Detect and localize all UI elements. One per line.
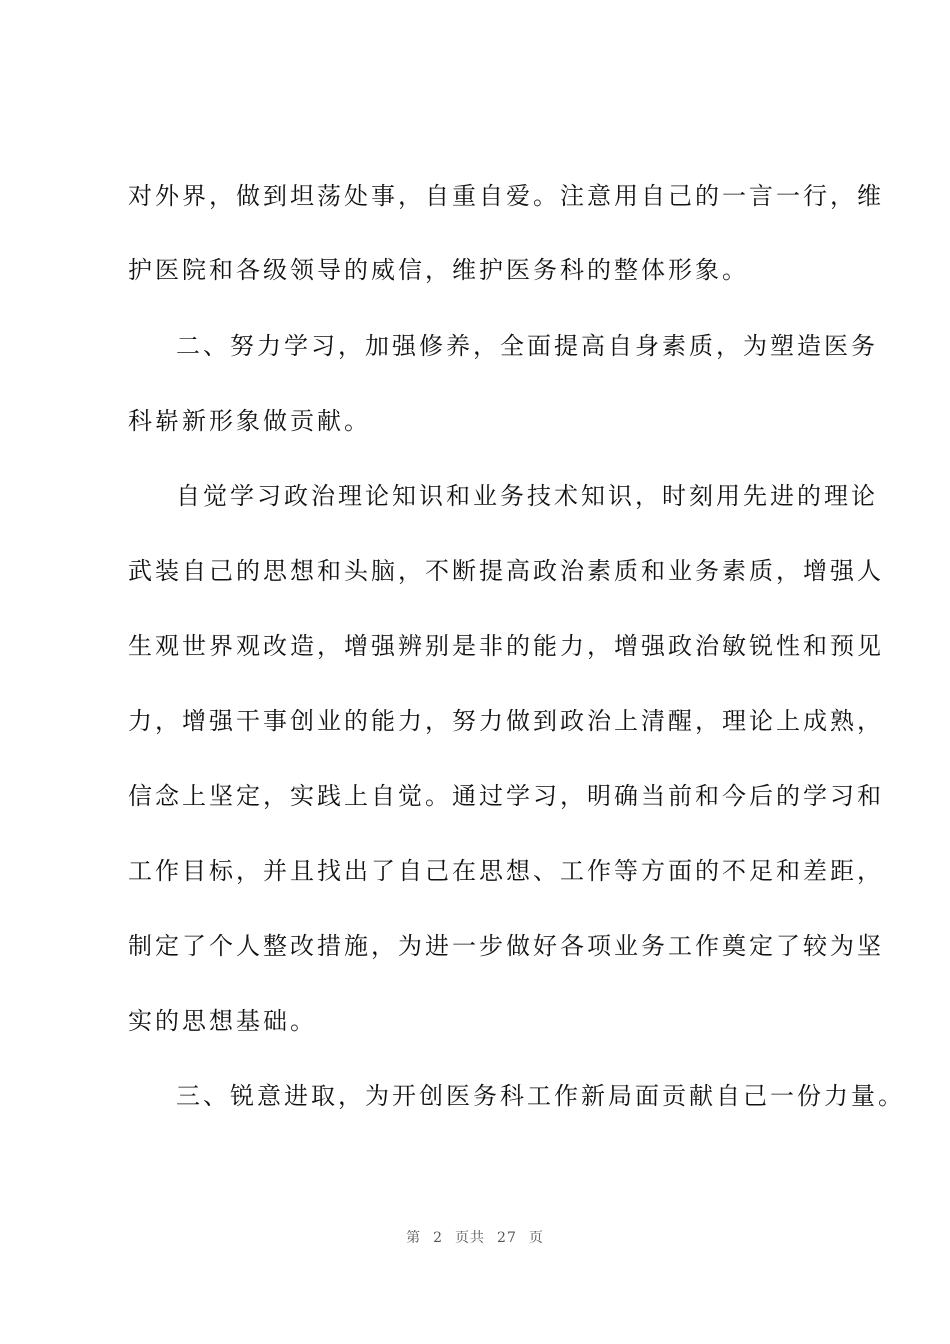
body-text-line: 制定了个人整改措施，为进一步做好各项业务工作奠定了较为坚 xyxy=(128,932,884,960)
footer-suffix: 页 xyxy=(528,1230,544,1246)
body-text-line: 护医院和各级领导的威信，维护医务科的整体形象。 xyxy=(128,256,749,284)
section-heading-line: 三、锐意进取，为开创医务科工作新局面贡献自己一份力量。 xyxy=(176,1082,905,1110)
section-heading-line: 二、努力学习，加强修养，全面提高自身素质，为塑造医务 xyxy=(176,332,878,360)
body-text-line: 力，增强干事创业的能力，努力做到政治上清醒，理论上成熟， xyxy=(128,707,884,735)
page-footer xyxy=(0,1228,950,1248)
body-text-line: 武装自己的思想和头脑，不断提高政治素质和业务素质，增强人 xyxy=(128,557,884,585)
body-text-line: 工作目标，并且找出了自己在思想、工作等方面的不足和差距， xyxy=(128,857,884,885)
footer-current-page: 2 xyxy=(433,1230,444,1246)
footer-middle: 页共 xyxy=(455,1230,486,1246)
body-text-line: 实的思想基础。 xyxy=(128,1007,317,1035)
footer-total-pages: 27 xyxy=(497,1230,517,1246)
section-heading-line: 科崭新形象做贡献。 xyxy=(128,407,371,435)
body-text-line: 生观世界观改造，增强辨别是非的能力，增强政治敏锐性和预见 xyxy=(128,632,884,660)
body-text-line: 信念上坚定，实践上自觉。通过学习，明确当前和今后的学习和 xyxy=(128,782,884,810)
body-text-line: 对外界，做到坦荡处事，自重自爱。注意用自己的一言一行，维 xyxy=(128,182,884,210)
footer-prefix: 第 xyxy=(406,1230,422,1246)
body-text-line: 自觉学习政治理论知识和业务技术知识，时刻用先进的理论 xyxy=(176,482,878,510)
